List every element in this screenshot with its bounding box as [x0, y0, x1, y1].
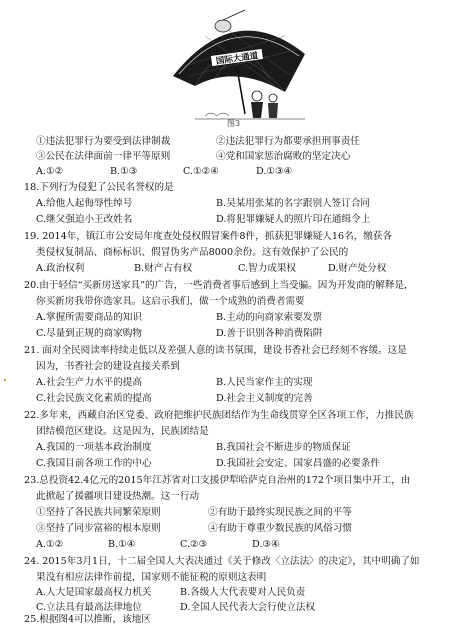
q20-option-a: A.掌握所需要商品的知识: [36, 312, 142, 323]
q21-option-b: B.人民当家作主的实现: [216, 377, 313, 388]
q22-option-a: A.我国的一项基本政治制度: [36, 442, 152, 453]
q23-option-1: ①坚持了各民族共同繁荣原则: [36, 507, 161, 518]
q17-choice-d: D.①③④: [256, 166, 293, 177]
q25-stem: 25.根据图4可以推断，该地区: [24, 614, 151, 625]
q23-stem-line-2: 此掀起了援疆项目建设热潮。这一行动: [36, 491, 200, 502]
q24-option-b: B.各级人大代表要对人民负责: [180, 587, 306, 598]
q24-stem-line-2: 果没有相应法律作前提，国家则不能征税的原则这表明: [36, 572, 267, 583]
q19-stem-line-2: 类侵权复制品、商标标识、假冒伪劣产品8000余份。这有效保护了公民的: [36, 247, 349, 258]
q21-option-d: D.社会主义制度的完善: [216, 393, 313, 404]
q22-option-b: B.我国社会不断进步的物质保证: [216, 442, 351, 453]
q24-stem-line-1: 24. 2015年3月1日，十二届全国人大表决通过《关于修改〈立法法〉的决定》，其中明确了如: [24, 556, 420, 567]
q18-option-a: A.给他人起侮辱性绰号: [36, 198, 133, 209]
q20-option-d: D.善于识别各种消费陷阱: [216, 328, 323, 339]
q17-choice-a: A.①②: [36, 166, 64, 177]
cartoon-figure: [165, 6, 313, 124]
q18-option-c: C.继父强迫小王改姓名: [36, 214, 133, 225]
q23-choice-d: D.③④: [252, 539, 280, 550]
q17-option-4: ④党和国家惩治腐败的坚定决心: [216, 151, 351, 162]
q17-option-3: ③公民在法律面前一律平等原则: [36, 151, 171, 162]
q17-choice-c: C.①②④: [183, 166, 219, 177]
q20-stem-line-2: 你买新房我带你选家具。这启示我们，做一个成熟的消费者需要: [36, 296, 305, 307]
q24-option-c: C.立法具有最高法律地位: [36, 602, 142, 613]
q18-stem: 18.下列行为侵犯了公民名誉权的是: [24, 182, 174, 193]
q21-stem-line-2: 因为，书香社会的建设直接关系到: [36, 361, 180, 372]
q23-option-2: ②有助于最终实现民族之间的平等: [208, 507, 352, 518]
q22-option-d: D.我国社会安定、国家昌盛的必要条件: [216, 458, 380, 469]
q24-option-a: A.人大是国家最高权力机关: [36, 587, 152, 598]
q19-option-b: B.财产占有权: [134, 263, 193, 274]
q23-stem-line-1: 23.总投资42.4亿元的2015年江苏省对口支援伊犁哈萨克自治州的172个项目集中开工，由: [24, 475, 411, 486]
q20-option-b: B.主动的向商家索要发票: [216, 312, 323, 323]
banner-text: 国际大通道: [215, 51, 259, 67]
q23-choice-b: B.①④: [108, 539, 136, 550]
q23-option-3: ③坚持了同步富裕的根本原则: [36, 523, 161, 534]
q24-option-d: D.全国人民代表大会行使立法权: [180, 602, 316, 613]
q21-option-a: A.社会生产力水平的提高: [36, 377, 142, 388]
q18-option-b: B.吴某用张某的名字跟别人签订合同: [216, 198, 371, 209]
q19-stem-line-1: 19. 2014年，镇江市公安局年度查处侵权假冒案件8件，抓获犯罪嫌疑人16名，缴获各: [24, 231, 393, 242]
q21-stem-line-1: 21. 面对全民阅读率持续走低以及差强人意的读书氛围，建设书香社会已经刻不容缓。这是: [24, 345, 407, 356]
q23-option-4: ④有助于尊重少数民族的风俗习惯: [208, 523, 352, 534]
q19-option-c: C.智力成果权: [238, 263, 297, 274]
q19-option-a: A.政治权利: [36, 263, 85, 274]
figure-caption: 图3: [227, 119, 241, 128]
q20-stem-line-1: 20.由于轻信“买新房送家具”的广告，一些消费者事后感到上当受骗。因为开发商的解释是，: [24, 280, 414, 291]
q22-stem-line-1: 22.多年来，西藏自治区党委、政府把维护民族团结作为生命线贯穿全区各项工作，力推民族: [24, 410, 414, 421]
stray-dot: [4, 379, 6, 381]
q17-option-2: ②违法犯罪行为都要承担刑事责任: [216, 136, 360, 147]
cartoon-illustration: [165, 6, 313, 124]
q20-option-c: C.尽量到正规的商家购物: [36, 328, 142, 339]
q17-choice-b: B.①③: [110, 166, 138, 177]
q23-choice-a: A.①②: [36, 539, 64, 550]
q22-stem-line-2: 团结模范区建设。这是因为，民族团结是: [36, 426, 209, 437]
q21-option-c: C.社会民族文化素质的提高: [36, 393, 152, 404]
q22-option-c: C.我国目前各项工作的中心: [36, 458, 152, 469]
q19-option-d: D.财产处分权: [328, 263, 387, 274]
q17-option-1: ①违法犯罪行为要受到法律制裁: [36, 136, 171, 147]
q23-choice-c: C.②③: [180, 539, 208, 550]
q18-option-d: D.将犯罪嫌疑人的照片印在通缉令上: [216, 214, 371, 225]
